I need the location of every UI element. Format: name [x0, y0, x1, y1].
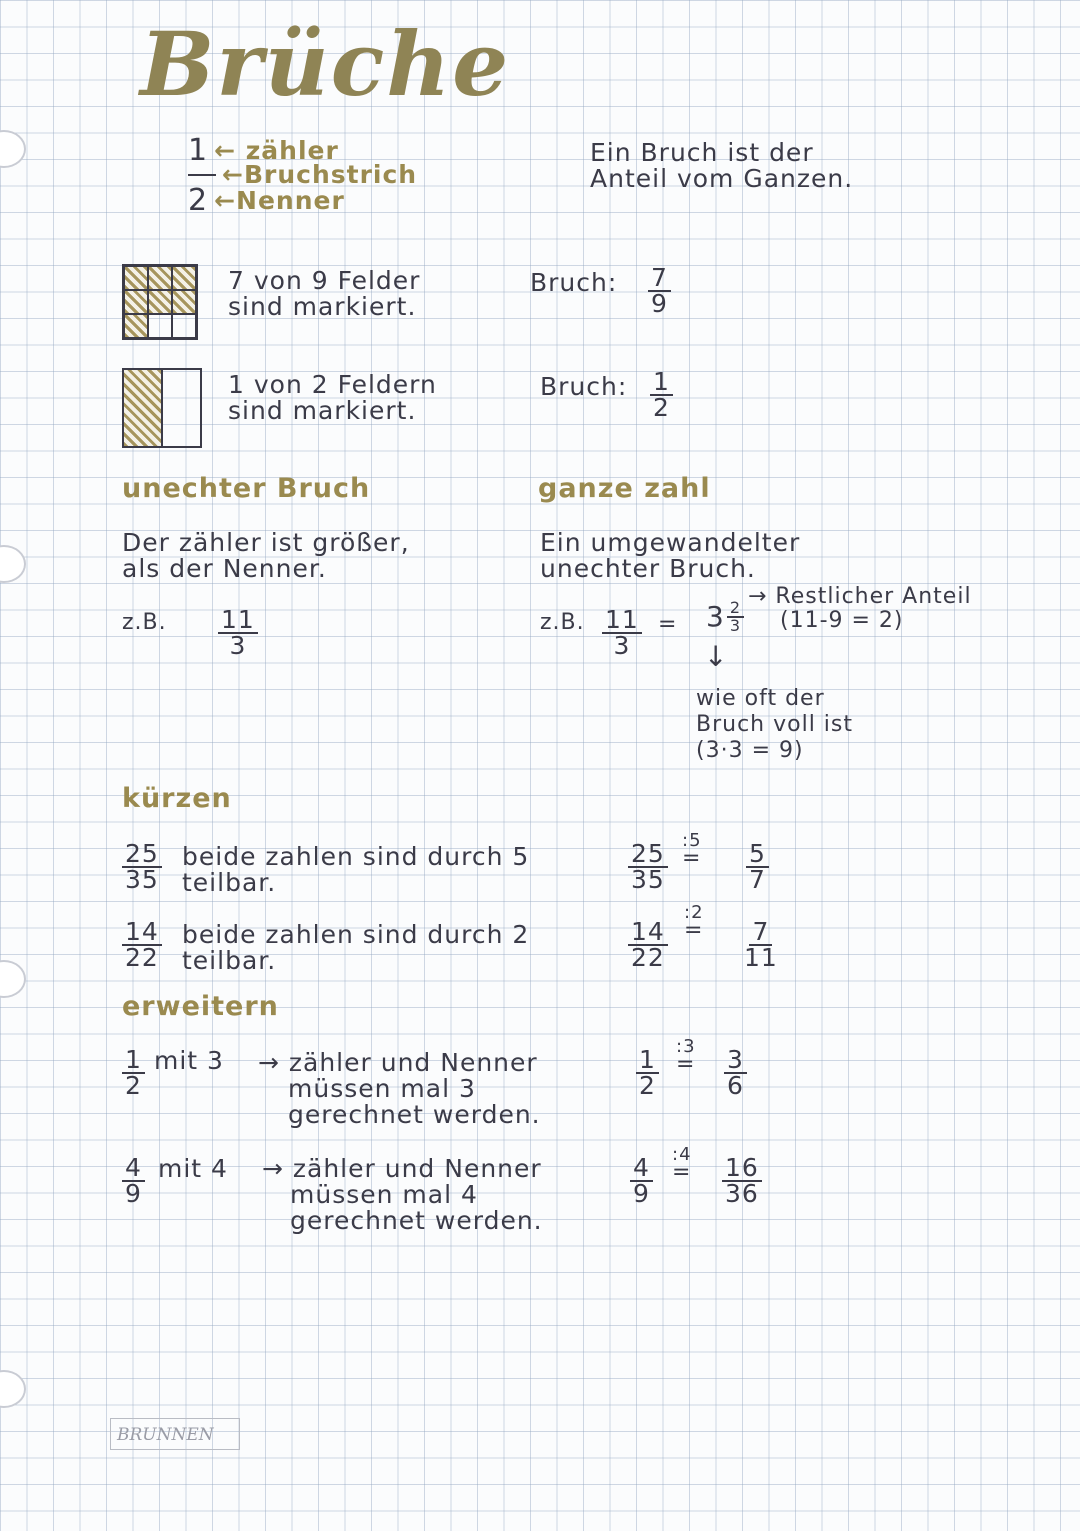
fraction-denominator: 3 [729, 616, 742, 635]
fraction-numerator: 2 [727, 600, 744, 618]
expand-example2-text [262, 1156, 543, 1234]
expand-line: → zähler und Nenner [262, 1154, 542, 1183]
mixed-number [706, 600, 744, 634]
improper-line: als der Nenner. [122, 554, 327, 583]
improper-fraction [218, 605, 258, 660]
fraction-denominator: 3 [613, 631, 631, 660]
whole-note-line: Bruch voll ist [696, 712, 854, 737]
expand-example2-start [630, 1153, 653, 1208]
operation-label: :3 [676, 1036, 696, 1057]
heading-whole-number: ganze zahl [538, 473, 711, 504]
denominator-value: 2 [188, 183, 209, 218]
whole-part: 3 [706, 600, 725, 633]
empty-cell [148, 314, 172, 338]
expand-example1-op [676, 1036, 696, 1077]
equals-sign: = [682, 846, 702, 871]
reduce-example1-op [682, 830, 702, 871]
fraction-numerator: 4 [122, 1156, 145, 1182]
expand-example1-fraction [122, 1045, 145, 1100]
fraction-denominator: 2 [639, 1071, 656, 1100]
empty-cell [172, 314, 196, 338]
heading-improper-fraction: unechter Bruch [122, 473, 371, 504]
brand-name: BRUNNEN [117, 1425, 214, 1445]
fraction-denominator: 36 [725, 1179, 759, 1208]
expand-example2-result [722, 1153, 762, 1208]
whole-text [540, 530, 800, 582]
fraction-numerator: 1 [636, 1048, 659, 1074]
example1-line: sind markiert. [228, 292, 417, 321]
definition-line: Ein Bruch ist der [590, 138, 814, 167]
example1-fraction [648, 263, 671, 318]
arrow-down-icon: ↓ [704, 640, 729, 673]
fraction-denominator: 35 [631, 865, 665, 894]
equals-sign: = [672, 1160, 692, 1185]
fraction-numerator: 7 [648, 266, 671, 292]
fraction-numerator: 25 [122, 842, 162, 868]
grid-3x3-figure [122, 264, 198, 340]
whole-fraction [602, 605, 642, 660]
fraction-denominator: 6 [727, 1071, 744, 1100]
marked-cell [124, 370, 163, 446]
page-title: Brüche [140, 12, 511, 116]
expand-example1-text [258, 1050, 541, 1128]
whole-note-line: wie oft der [696, 686, 825, 711]
example1-line: 7 von 9 Felder [228, 266, 421, 295]
equals-sign: = [684, 918, 704, 943]
expand-line: gerechnet werden. [290, 1206, 543, 1235]
reduce-example1-result [746, 839, 769, 894]
punch-hole [0, 1370, 26, 1408]
improper-text [122, 530, 410, 582]
fraction-denominator: 22 [125, 943, 159, 972]
fraction-numerator: 25 [628, 842, 668, 868]
marked-cell [124, 290, 148, 314]
rest-label: → Restlicher Anteil [748, 584, 972, 609]
expand-line: müssen mal 4 [290, 1180, 478, 1209]
expand-example2-mit: mit 4 [158, 1154, 228, 1183]
heading-reduce: kürzen [122, 783, 232, 814]
fraction-numerator: 1 [122, 1048, 145, 1074]
reduce-example2-fraction [122, 917, 162, 972]
whole-note [696, 686, 853, 764]
marked-cell [148, 290, 172, 314]
fraction-parts [188, 133, 418, 218]
fraction-denominator: 9 [651, 289, 668, 318]
marked-cell [124, 266, 148, 290]
example1-label: Bruch: [530, 268, 618, 297]
reduce-example2-result [744, 917, 778, 972]
whole-note-line: (3·3 = 9) [696, 738, 804, 763]
fraction-denominator: 9 [633, 1179, 650, 1208]
improper-zb: z.B. [122, 610, 167, 635]
reduce-example2-start [628, 917, 668, 972]
whole-zb: z.B. [540, 610, 585, 635]
expand-example2-op [672, 1144, 692, 1185]
fraction-denominator: 3 [229, 631, 247, 660]
fraction-numerator: 7 [749, 920, 772, 946]
numerator-label: ← zähler [214, 136, 339, 165]
reduce-example1-start [628, 839, 668, 894]
reduce-example2-text [182, 922, 529, 974]
rest-fraction [727, 600, 744, 634]
punch-hole [0, 130, 26, 168]
operation-label: :5 [682, 830, 702, 851]
fraction-numerator: 14 [122, 920, 162, 946]
fraction-numerator: 3 [724, 1048, 747, 1074]
example2-text [228, 372, 437, 424]
reduce-line: teilbar. [182, 946, 277, 975]
fraction-numerator: 11 [602, 608, 642, 634]
empty-cell [163, 370, 200, 446]
improper-line: Der zähler ist größer, [122, 528, 410, 557]
marked-cell [124, 314, 148, 338]
expand-example1-start [636, 1045, 659, 1100]
fraction-denominator: 2 [125, 1071, 142, 1100]
fraction-denominator: 2 [653, 393, 670, 422]
reduce-example1-text [182, 844, 529, 896]
fraction-denominator: 22 [631, 943, 665, 972]
punch-hole [0, 960, 26, 998]
expand-line: → zähler und Nenner [258, 1048, 538, 1077]
marked-cell [172, 290, 196, 314]
expand-line: gerechnet werden. [288, 1100, 541, 1129]
whole-line: unechter Bruch. [540, 554, 756, 583]
fraction-denominator: 9 [125, 1179, 142, 1208]
marked-cell [172, 266, 196, 290]
definition-line: Anteil vom Ganzen. [590, 164, 854, 193]
fraction-numerator: 11 [218, 608, 258, 634]
fraction-numerator: 4 [630, 1156, 653, 1182]
reduce-example1-fraction [122, 839, 162, 894]
fraction-denominator: 35 [125, 865, 159, 894]
whole-line: Ein umgewandelter [540, 528, 801, 557]
fraction-denominator: 11 [744, 943, 778, 972]
fraction-denominator: 7 [749, 865, 766, 894]
example1-text [228, 268, 420, 320]
whole-equals: = [658, 612, 678, 637]
reduce-line: teilbar. [182, 868, 277, 897]
rest-calc: (11-9 = 2) [780, 608, 904, 633]
example2-fraction [650, 367, 673, 422]
expand-example1-result [724, 1045, 747, 1100]
expand-example2-fraction [122, 1153, 145, 1208]
two-field-figure [122, 368, 202, 448]
numerator-value: 1 [188, 133, 209, 168]
fraction-numerator: 14 [628, 920, 668, 946]
fraction-numerator: 16 [722, 1156, 762, 1182]
punch-hole [0, 545, 26, 583]
denominator-label: ←Nenner [214, 186, 345, 215]
reduce-line: beide zahlen sind durch 5 [182, 842, 530, 871]
reduce-example2-op [684, 902, 704, 943]
operation-label: :2 [684, 902, 704, 923]
expand-line: müssen mal 3 [288, 1074, 476, 1103]
reduce-line: beide zahlen sind durch 2 [182, 920, 530, 949]
definition [590, 140, 853, 192]
equals-sign: = [676, 1052, 696, 1077]
heading-expand: erweitern [122, 991, 279, 1022]
expand-example1-mit: mit 3 [154, 1046, 224, 1075]
operation-label: :4 [672, 1144, 692, 1165]
example2-label: Bruch: [540, 372, 628, 401]
fraction-numerator: 1 [650, 370, 673, 396]
example2-line: 1 von 2 Feldern [228, 370, 437, 399]
example2-line: sind markiert. [228, 396, 417, 425]
brand-logo [110, 1418, 240, 1450]
fraction-bar [188, 174, 216, 176]
bar-label: ←Bruchstrich [222, 160, 418, 189]
marked-cell [148, 266, 172, 290]
fraction-numerator: 5 [746, 842, 769, 868]
